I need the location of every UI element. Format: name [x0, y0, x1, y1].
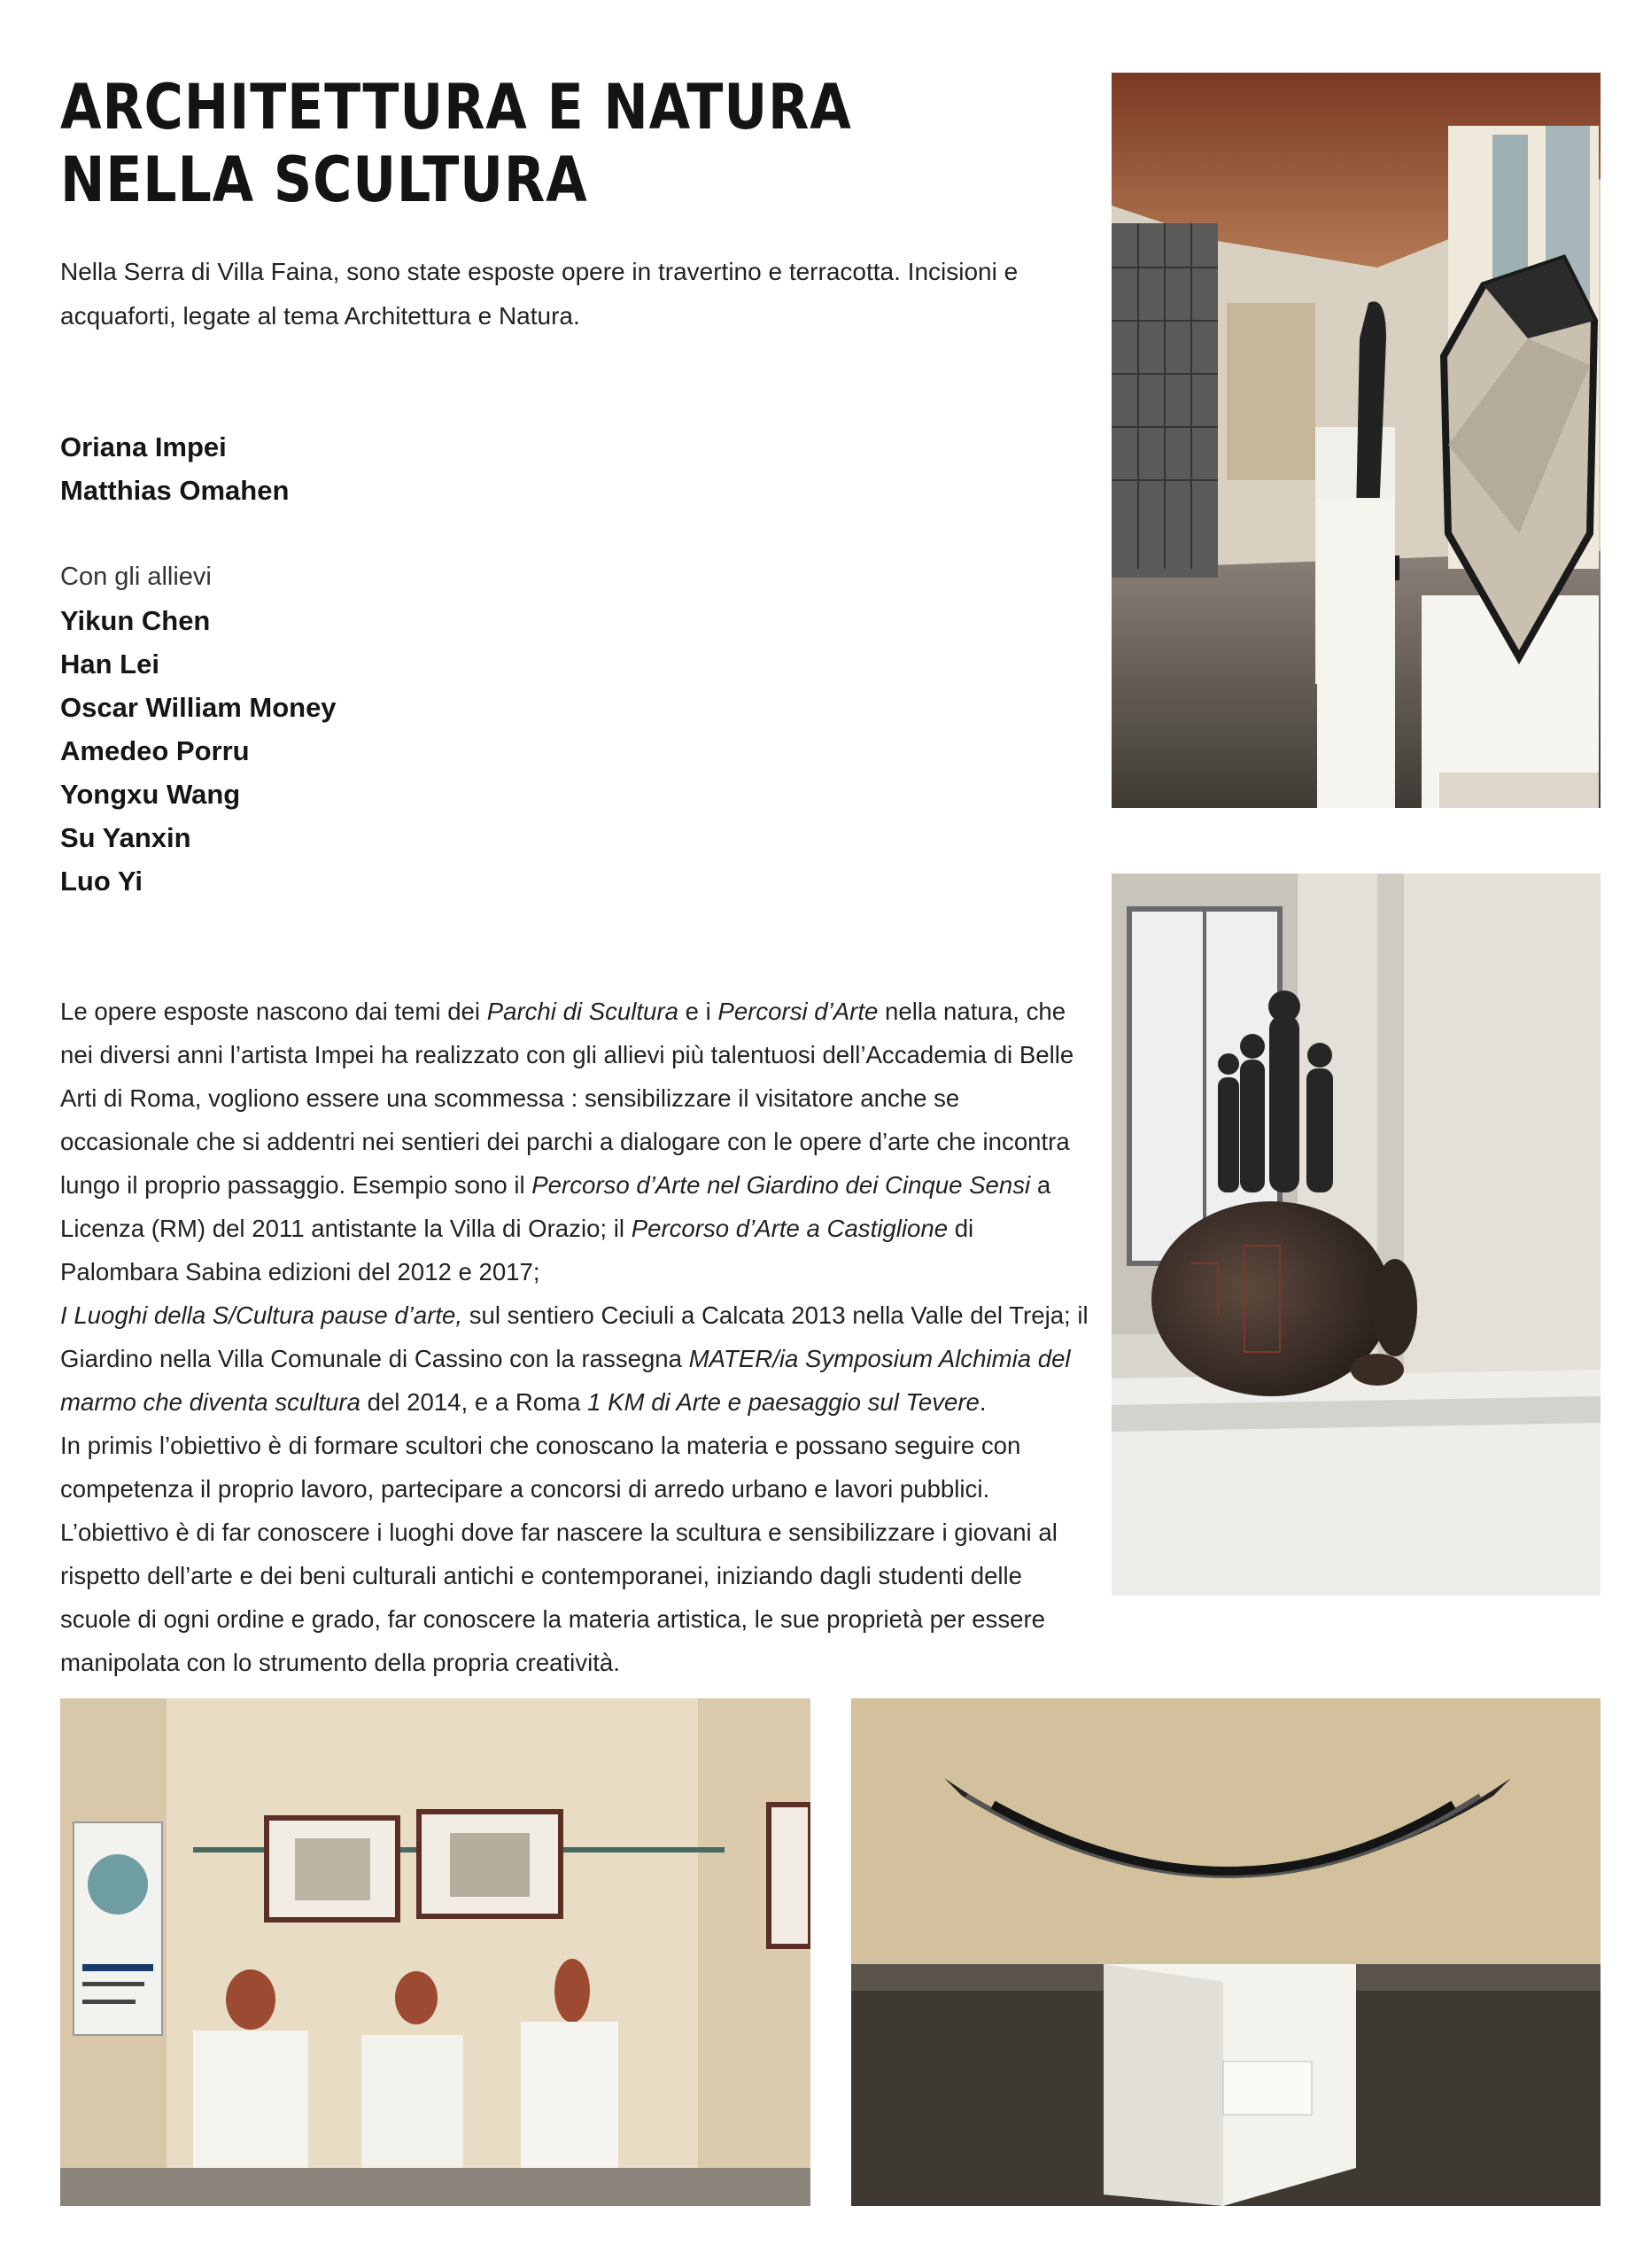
body-text: [60, 990, 1092, 1684]
artist-name: Oriana Impei: [60, 431, 227, 462]
student-name: Su Yanxin: [60, 822, 191, 853]
student-name: Amedeo Porru: [60, 735, 250, 766]
text-run: sul sentiero Ceciuli a Calcata 2013 nella Valle del Treja; il Giardino nella Villa Comunale di Cassino con la rassegna: [60, 1301, 1089, 1372]
student-name: Luo Yi: [60, 866, 143, 897]
boat-sculpture-image: [851, 1698, 1601, 2206]
italic-run: 1 KM di Arte e paesaggio sul Tevere: [587, 1388, 980, 1416]
students-label: Con gli allievi: [60, 563, 212, 591]
gallery-corridor-image: [1112, 73, 1601, 808]
student-name: Han Lei: [60, 649, 159, 680]
page-title-line-2: NELLA SCULTURA: [60, 144, 588, 216]
italic-run: Parchi di Scultura: [486, 998, 678, 1025]
photo-boat-sculpture: [851, 1698, 1601, 2206]
body-paragraph-1: [60, 990, 1092, 1293]
page-title-line-1: ARCHITETTURA E NATURA: [60, 71, 852, 144]
head-sculpture-image: [1112, 874, 1601, 1596]
page-title: [60, 71, 913, 216]
student-name: Yikun Chen: [60, 605, 211, 636]
credits-list: [60, 425, 680, 903]
text-run: e i: [678, 998, 718, 1025]
body-paragraph-2: [60, 1293, 1092, 1424]
italic-run: Percorso d’Arte a Castiglione: [631, 1215, 949, 1242]
text-run: Le opere esposte nascono dai temi dei: [60, 998, 487, 1025]
photo-gallery-corridor: [1112, 73, 1601, 808]
photo-head-sculpture: [1112, 874, 1601, 1596]
student-name: Yongxu Wang: [60, 779, 241, 810]
italic-run: Percorso d’Arte nel Giardino dei Cinque Sensi: [531, 1171, 1031, 1199]
text-run: .: [979, 1388, 987, 1416]
spacer: [60, 512, 680, 555]
terracotta-pieces-image: [60, 1698, 810, 2206]
body-paragraph-3: In primis l’obiettivo è di formare scultori che conoscano la materia e possano seguire con competenza il proprio lavoro, partecipare a concorsi di arredo urbano e lavori pubblici. L’obiettivo è di far conoscere i luoghi dove far nascere la scultura e sensibilizzare i giovani al rispetto dell’arte e dei beni culturali antichi e contemporanei, iniziando dagli studenti delle scuole di ogni ordine e grado, far conoscere la materia artistica, le sue proprietà per essere manipolata con lo strumento della propria creatività.: [60, 1432, 1058, 1676]
text-run: di Palombara Sabina edizioni del 2012 e 2017;: [60, 1215, 974, 1285]
student-name: Oscar William Money: [60, 692, 337, 723]
photo-terracotta-pieces: [60, 1698, 810, 2206]
text-run: a Licenza (RM) del 2011 antistante la Villa di Orazio; il: [60, 1171, 1051, 1242]
italic-run: MATER/ia Symposium Alchimia del marmo che diventa scultura: [60, 1345, 1071, 1416]
artist-name: Matthias Omahen: [60, 475, 290, 506]
italic-run: Percorsi d’Arte: [717, 998, 879, 1025]
italic-run: I Luoghi della S/Cultura pause d’arte,: [60, 1301, 463, 1329]
intro-paragraph: Nella Serra di Villa Faina, sono state esposte opere in travertino e terracotta. Incisioni e acquaforti, legate al tema Architettura e Natura.: [60, 258, 1019, 330]
text-run: nella natura, che nei diversi anni l’artista Impei ha realizzato con gli allievi più talentuosi dell’Accademia di Belle Arti di Roma, vogliono essere una scommessa : sensibilizzare il visitatore anche se occasionale che si addentri nei sentieri dei parchi a dialogare con le opere d’arte che incontra lungo il proprio passaggio. Esempio sono il: [60, 998, 1074, 1199]
text-run: del 2014, e a Roma: [360, 1388, 588, 1416]
